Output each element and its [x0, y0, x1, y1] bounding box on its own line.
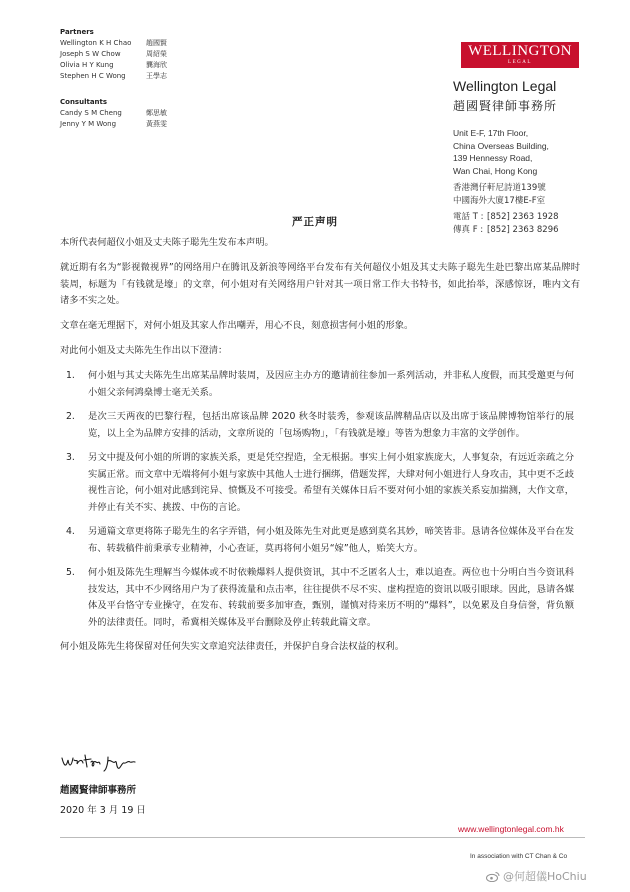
weibo-icon [486, 871, 500, 882]
address-line: 中國海外大廈17樓E-F室 [453, 195, 546, 206]
partner-entry [60, 71, 167, 82]
consultant-entry [60, 119, 167, 130]
address-line: China Overseas Building, [453, 140, 549, 151]
handwritten-signature [60, 750, 140, 774]
list-item [60, 368, 580, 401]
partner-entry [60, 38, 167, 49]
partner-entry [60, 60, 167, 71]
fax-label: 傳真 F : [453, 224, 484, 235]
footer-divider [60, 837, 585, 838]
logo-main-text: WELLINGTON [468, 43, 572, 59]
signature-firm-name: 趙國賢律師事務所 [60, 785, 137, 796]
list-text: 何小姐及陈先生理解当今媒体或不时依赖爆料人提供资讯，其中不乏匿名人士，难以追查。两位也十分明白当今资讯科技发达，其中不少网络用户为了获得流量和点击率，往往提供不尽不实、虚构捏造的资讯以吸引眼球。因此，恳请各媒体及平台恪守专业操守，在发布、转载前要多加审查，甄别，谨慎对待来历不明的“爆料”，以免累及自身信誉，背负额外的法律责任。同时，希冀相关媒体及平台删除及停止转载此篇文章。 [88, 567, 574, 628]
fax-number: [852] 2363 8296 [487, 224, 559, 235]
partner-name-en: Wellington K H Chao [60, 39, 132, 47]
address-line: 香港灣仔軒尼詩道139號 [453, 183, 546, 193]
list-text: 另通篇文章更将陈子聪先生的名字弄错，何小姐及陈先生对此更是感到莫名其妙，啼笑皆非。恳请各位媒体及平台在发布、转载稿件前秉承专业精神，小心查证，莫再将何小姐另“嫁”他人，贻笑大方。 [88, 526, 574, 554]
partner-name-zh: 趙國賢 [146, 39, 167, 47]
firm-name-en: Wellington Legal [453, 78, 557, 94]
consultants-title: Consultants [60, 98, 108, 106]
partners-list [60, 27, 167, 82]
body-paragraph: 就近期有名为“影视微视界”的网络用户在腾讯及新浪等网络平台发布有关何超仪小姐及其丈夫陈子聪先生赴巴黎出席某品牌时装周，标题为「有钱就是壕」的文章，何小姐对有关网络用户针对其一项日常工作大书特书，如此抬举，深感惊讶，唯内文有诸多不实之处。 [60, 262, 580, 306]
list-text: 另文中提及何小姐的所谓的家族关系，更是凭空捏造，全无根据。事实上何小姐家族庞大，人事复杂，有远近亲疏之分实属正常。而文章中无端将何小姐与家族中其他人士进行捆绑，借题发挥，大肆对何小姐进行人身攻击，其中更不乏歧视性言论，何小姐对此感到诧异、愤慨及不可接受。希望有关媒体日后不要对何小姐的家族关系妄加揣测，大作文章，并停止有关不实、挑拨、中伤的言论。 [88, 452, 574, 513]
consultant-name-en: Jenny Y M Wong [60, 120, 117, 128]
address-line: Wan Chai, Hong Kong [453, 165, 538, 176]
list-number: 3. [66, 452, 75, 463]
website-link[interactable]: www.wellingtonlegal.com.hk [458, 824, 564, 834]
partner-name-en: Joseph S W Chow [60, 50, 121, 58]
weibo-watermark [486, 868, 587, 884]
address-line: Unit E-F, 17th Floor, [453, 128, 529, 138]
logo-sub-text: LEGAL [508, 60, 532, 65]
list-text: 何小姐与其丈夫陈先生出席某品牌时装周，及因应主办方的邀请前往参加一系列活动，并非私人度假，而其受邀更与何小姐父亲何鸿燊博士毫无关系。 [88, 370, 574, 398]
address-line: 139 Hennessy Road, [453, 153, 533, 163]
address-zh [453, 182, 546, 207]
firm-name-zh: 趙國賢律師事務所 [453, 99, 558, 113]
address-en [453, 127, 549, 177]
list-number: 1. [66, 370, 75, 381]
body-paragraph: 对此何小姐及丈夫陈先生作出以下澄清： [60, 345, 228, 356]
list-number: 2. [66, 411, 75, 422]
body-paragraph: 文章在毫无理据下，对何小姐及其家人作出嘲弄，用心不良，刻意损害何小姐的形象。 [60, 320, 414, 331]
watermark-text: @何超儀HoChiu [503, 870, 587, 883]
consultant-name-zh: 鄭思敏 [146, 109, 167, 117]
list-text: 是次三天两夜的巴黎行程，包括出席该品牌 2020 秋冬时装秀，参观该品牌精品店以及出席于该品牌博物馆举行的展览，以上全为品牌方安排的活动，文章所说的「包场购物」，「有钱就是壕」等皆为想象力丰富的文学创作。 [88, 411, 574, 439]
list-number: 5. [66, 567, 75, 578]
partner-name-en: Stephen H C Wong [60, 72, 126, 80]
document-body [60, 235, 580, 664]
firm-logo [461, 42, 579, 68]
association-note: In association with CT Chan & Co [470, 853, 568, 860]
consultant-name-zh: 黃燕雯 [146, 120, 167, 128]
consultant-name-en: Candy S M Cheng [60, 109, 122, 117]
signature-icon [60, 750, 140, 774]
partner-name-zh: 周紹榮 [146, 50, 167, 58]
partner-name-zh: 龔海欣 [146, 61, 167, 69]
phone-label: 電話 T : [453, 212, 484, 222]
list-item [60, 450, 580, 516]
document-title: 严正声明 [292, 216, 338, 228]
intro-paragraph: 本所代表何超仪小姐及丈夫陈子聪先生发布本声明。 [60, 237, 274, 248]
phone-number: [852] 2363 1928 [487, 212, 559, 222]
list-item [60, 409, 580, 442]
consultants-list [60, 97, 167, 130]
partner-name-zh: 王學志 [146, 72, 167, 80]
list-number: 4. [66, 526, 75, 537]
closing-paragraph: 何小姐及陈先生将保留对任何失实文章追究法律责任，并保护自身合法权益的权利。 [60, 641, 404, 652]
consultant-entry [60, 108, 167, 119]
partner-name-en: Olivia H Y Kung [60, 61, 114, 69]
partners-title: Partners [60, 28, 94, 36]
list-item [60, 524, 580, 557]
document-date: 2020 年 3 月 19 日 [60, 805, 146, 816]
partner-entry [60, 49, 167, 60]
clarification-list [60, 368, 580, 631]
list-item [60, 565, 580, 631]
